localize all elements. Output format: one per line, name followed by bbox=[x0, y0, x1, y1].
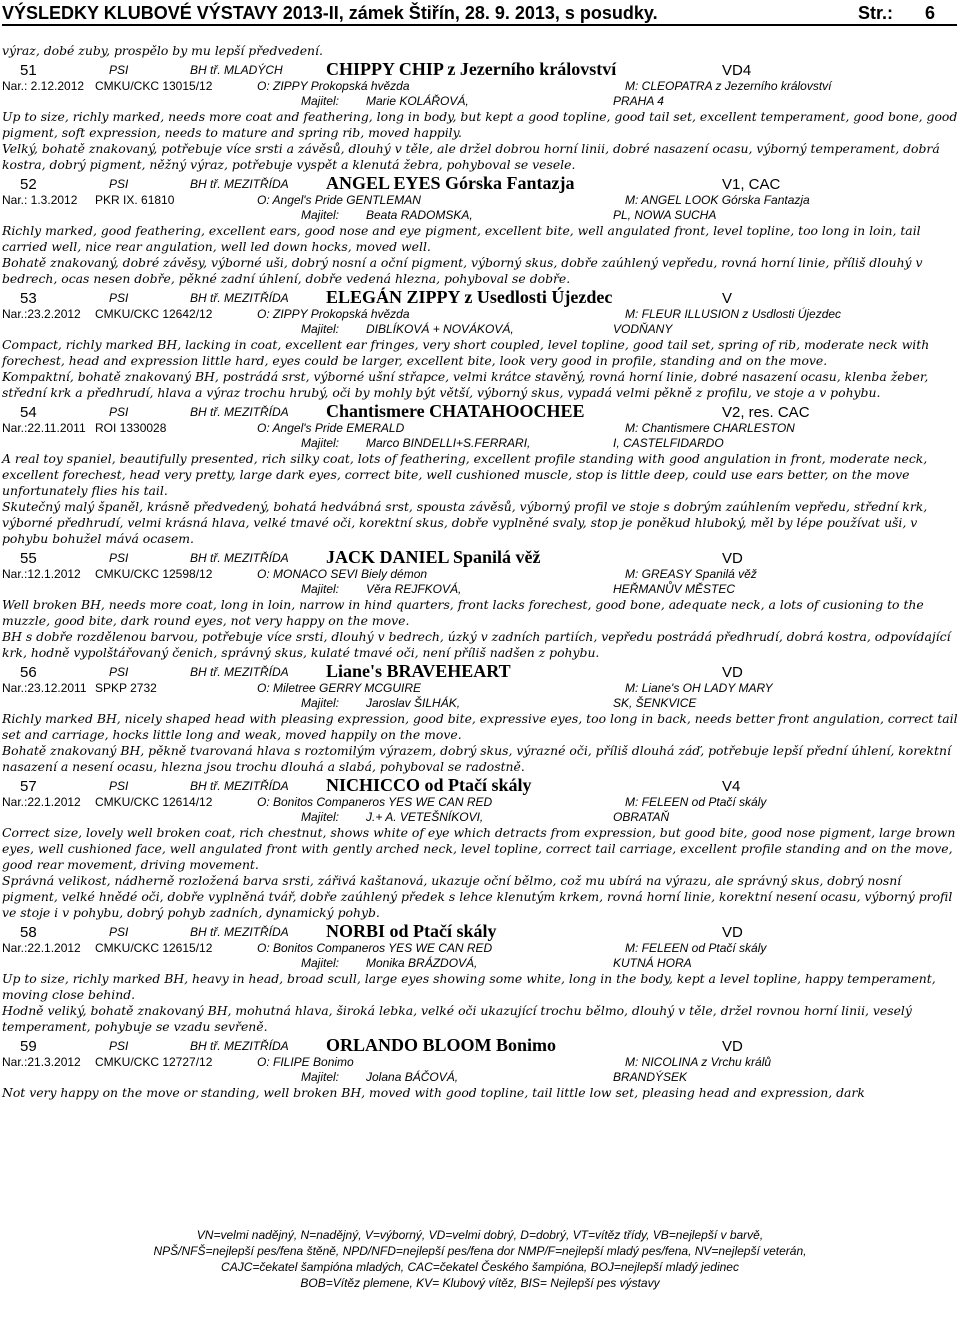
entry-header bbox=[2, 401, 958, 421]
owner-place: VODŇANY bbox=[613, 322, 673, 336]
sire: O: Miletree GERRY MCGUIRE bbox=[257, 681, 422, 695]
entry-header bbox=[2, 173, 958, 193]
entry-number: 55 bbox=[20, 550, 37, 567]
dog-name: Chantismere CHATAHOOCHEE bbox=[326, 401, 585, 421]
birth-date: Nar.:23.12.2011 bbox=[2, 681, 87, 695]
owner-name: Beata RADOMSKA, bbox=[366, 208, 473, 222]
legend-line: VN=velmi nadějný, N=nadějný, V=výborný, VD=velmi dobrý, D=dobrý, VT=vítěz třídy, VB=nejlepší v barvě, bbox=[196, 1228, 764, 1242]
page-label: Str.: bbox=[858, 3, 894, 23]
dam: M: FELEEN od Ptačí skály bbox=[625, 941, 767, 955]
critique-english: Richly marked, good feathering, excellent ears, good nose and eye pigment, excellent bite, well angulated front, level topline, too long in loin, tail carried well, nice rear angulation, well led down hocks, moved well. bbox=[2, 223, 921, 254]
owner-label: Majitel: bbox=[301, 956, 340, 970]
owner-label: Majitel: bbox=[301, 696, 340, 710]
entry-header bbox=[2, 775, 958, 795]
pedigree-row bbox=[2, 1055, 958, 1070]
critique-english: Not very happy on the move or standing, well broken BH, moved with good topline, tail little low set, pleasing head and expression, dark bbox=[2, 1085, 865, 1100]
dog-name: JACK DANIEL Spanilá věž bbox=[326, 547, 541, 567]
catalog-entry bbox=[2, 921, 958, 1035]
entry-class: BH tř. MEZITŘÍDA bbox=[190, 177, 289, 191]
owner-label: Majitel: bbox=[301, 94, 340, 108]
pedigree-row bbox=[2, 941, 958, 956]
dog-name: NICHICCO od Ptačí skály bbox=[326, 775, 532, 795]
sire: O: ZIPPY Prokopská hvězda bbox=[257, 307, 410, 321]
entry-rating: VD bbox=[722, 1038, 743, 1055]
entry-rating: V4 bbox=[722, 778, 741, 795]
owner-name: Marco BINDELLI+S.FERRARI, bbox=[366, 436, 531, 450]
birth-date: Nar.: 2.12.2012 bbox=[2, 79, 85, 93]
critique-english: Well broken BH, needs more coat, long in loin, narrow in hind quarters, front lacks forechest, good bone, adequate neck, a lots of cusioning to the muzzle, good bite, dark round eyes, not very happy on the move. bbox=[2, 597, 924, 628]
entry-class: BH tř. MEZITŘÍDA bbox=[190, 551, 289, 565]
owner-place: I, CASTELFIDARDO bbox=[613, 436, 724, 450]
sire: O: FILIPE Bonimo bbox=[257, 1055, 354, 1069]
pedigree-row bbox=[2, 567, 958, 582]
dog-name: NORBI od Ptačí skály bbox=[326, 921, 497, 941]
entry-rating: V bbox=[722, 290, 733, 307]
entry-number: 56 bbox=[20, 664, 37, 681]
entry-rating: VD4 bbox=[722, 62, 752, 79]
registration-number: ROI 1330028 bbox=[95, 421, 167, 435]
sire: O: Angel's Pride GENTLEMAN bbox=[257, 193, 421, 207]
owner-label: Majitel: bbox=[301, 1070, 340, 1084]
owner-row bbox=[2, 582, 958, 597]
birth-date: Nar.:22.1.2012 bbox=[2, 941, 81, 955]
entry-rating: VD bbox=[722, 924, 743, 941]
owner-name: Monika BRÁZDOVÁ, bbox=[366, 956, 478, 970]
critique-czech: Správná velikost, nádherně rozložená barva srsti, zářivá kaštanová, ukazuje oční bělmo, což mu ubírá na výrazu, ale správný skus, dobrý nosní pigment, velké hnědé oči, dobře vyplněná tvář, dobře zaúhlený předek s lehce klenutým krkem, rovná horní linie, korektní nesení ocasu, výborný profil ve stoje i v pohybu, dobrý pohyb zadních, dynamický pohyb. bbox=[2, 873, 953, 920]
owner-place: PRAHA 4 bbox=[613, 94, 664, 108]
entry-number: 51 bbox=[20, 62, 37, 79]
entry-rating: V1, CAC bbox=[722, 176, 781, 193]
entry-number: 54 bbox=[20, 404, 37, 421]
entry-sex: PSI bbox=[109, 779, 129, 793]
birth-date: Nar.:22.1.2012 bbox=[2, 795, 81, 809]
entry-class: BH tř. MLADÝCH bbox=[190, 63, 283, 77]
entry-sex: PSI bbox=[109, 63, 129, 77]
entry-header bbox=[2, 661, 958, 681]
entry-number: 59 bbox=[20, 1038, 37, 1055]
entry-number: 53 bbox=[20, 290, 37, 307]
registration-number: CMKU/CKC 12614/12 bbox=[95, 795, 213, 809]
owner-name: Věra REJFKOVÁ, bbox=[366, 582, 462, 596]
entry-sex: PSI bbox=[109, 291, 129, 305]
entry-class: BH tř. MEZITŘÍDA bbox=[190, 779, 289, 793]
owner-place: OBRATAŇ bbox=[613, 810, 670, 824]
sire: O: Angel's Pride EMERALD bbox=[257, 421, 405, 435]
owner-label: Majitel: bbox=[301, 436, 340, 450]
entry-class: BH tř. MEZITŘÍDA bbox=[190, 665, 289, 679]
pedigree-row bbox=[2, 421, 958, 436]
owner-label: Majitel: bbox=[301, 322, 340, 336]
critique-english: Up to size, richly marked, needs more coat and feathering, long in body, but kept a good topline, good tail set, excellent temperament, good bone, good pigment, soft expression, needs to mature and spring rib, moved happily. bbox=[2, 109, 958, 140]
dam: M: ANGEL LOOK Górska Fantazja bbox=[625, 193, 810, 207]
sire: O: ZIPPY Prokopská hvězda bbox=[257, 79, 410, 93]
entry-rating: V2, res. CAC bbox=[722, 404, 810, 421]
entry-header bbox=[2, 921, 958, 941]
sire: O: Bonitos Companeros YES WE CAN RED bbox=[257, 795, 493, 809]
entry-rating: VD bbox=[722, 550, 743, 567]
owner-name: DIBLÍKOVÁ + NOVÁKOVÁ, bbox=[366, 322, 514, 336]
entry-class: BH tř. MEZITŘÍDA bbox=[190, 925, 289, 939]
critique-czech: Hodně veliký, bohatě znakovaný BH, mohutná hlava, široká lebka, velké oči ukazující trochu bělmo, dlouhý v těle, držel rovnou horní linii, veselý temperament, pohybuje se vzadu sevřeně. bbox=[2, 1003, 912, 1034]
owner-name: Jaroslav ŠILHÁK, bbox=[366, 696, 461, 710]
catalog-entry bbox=[2, 661, 958, 775]
registration-number: CMKU/CKC 12642/12 bbox=[95, 307, 213, 321]
pedigree-row bbox=[2, 307, 958, 322]
entry-rating: VD bbox=[722, 664, 743, 681]
owner-label: Majitel: bbox=[301, 208, 340, 222]
document-title: VÝSLEDKY KLUBOVÉ VÝSTAVY 2013-II, zámek Štiřín, 28. 9. 2013, s posudky. bbox=[2, 3, 658, 23]
entry-sex: PSI bbox=[109, 177, 129, 191]
birth-date: Nar.:22.11.2011 bbox=[2, 421, 86, 435]
registration-number: SPKP 2732 bbox=[95, 681, 157, 695]
owner-row bbox=[2, 696, 958, 711]
birth-date: Nar.:21.3.2012 bbox=[2, 1055, 81, 1069]
critique-czech: Bohatě znakovaný BH, pěkně tvarovaná hlava s roztomilým výrazem, dobrý skus, výrazné oči, příliš dlouhá záď, potřebuje lepší přední úhlení, korektní nasazení a nesení ocasu, hlezna jsou trochu dlouhá a slabá, pohyboval se radostně. bbox=[2, 743, 951, 774]
owner-name: Marie KOLÁŘOVÁ, bbox=[366, 94, 469, 108]
owner-row bbox=[2, 94, 958, 109]
entry-header bbox=[2, 287, 958, 307]
catalog-entry bbox=[2, 59, 958, 173]
catalog-entry bbox=[2, 1035, 958, 1101]
entry-class: BH tř. MEZITŘÍDA bbox=[190, 405, 289, 419]
owner-place: PL, NOWA SUCHA bbox=[613, 208, 717, 222]
catalog-entry bbox=[2, 401, 958, 547]
critique-english: Richly marked BH, nicely shaped head with pleasing expression, good bite, expressive eyes, too long in back, needs better front angulation, correct tail set and carriage, hocks little long and weak, moved happily on the move. bbox=[2, 711, 958, 742]
critique-english: Correct size, lovely well broken coat, rich chestnut, shows white of eye which detracts from expression, but good bite, good nose pigment, large brown eyes, well cushioned face, well angulated front with gently arched neck, level topline, correct tail carriage, excellent profile standing and on the move, good rear movement, driving movement. bbox=[2, 825, 956, 872]
registration-number: CMKU/CKC 13015/12 bbox=[95, 79, 213, 93]
document-body bbox=[2, 43, 958, 1101]
owner-row bbox=[2, 1070, 958, 1085]
dog-name: CHIPPY CHIP z Jezerního království bbox=[326, 59, 617, 79]
registration-number: CMKU/CKC 12727/12 bbox=[95, 1055, 213, 1069]
page-number: 6 bbox=[925, 3, 936, 23]
owner-place: SK, ŠENKVICE bbox=[613, 696, 697, 710]
entry-header bbox=[2, 1035, 958, 1055]
dam: M: Liane's OH LADY MARY bbox=[625, 681, 773, 695]
owner-name: J.+ A. VETEŠNÍKOVI, bbox=[366, 810, 484, 824]
entry-number: 58 bbox=[20, 924, 37, 941]
entry-sex: PSI bbox=[109, 405, 129, 419]
critique-english: Up to size, richly marked BH, heavy in head, broad scull, large eyes showing some white, long in the body, kept a level topline, happy temperament, moving close behind. bbox=[2, 971, 936, 1002]
dam: M: FLEUR ILLUSION z Usdlosti Újezdec bbox=[625, 307, 842, 321]
pedigree-row bbox=[2, 681, 958, 696]
legend-line: BOB=Vítěz plemene, KV= Klubový vítěz, BIS= Nejlepší pes výstavy bbox=[300, 1276, 660, 1290]
dog-name: Liane's BRAVEHEART bbox=[326, 661, 511, 681]
dam: M: CLEOPATRA z Jezerního království bbox=[625, 79, 832, 93]
catalog-entry bbox=[2, 287, 958, 401]
owner-place: KUTNÁ HORA bbox=[613, 956, 692, 970]
legend-line: NPŠ/NFŠ=nejlepší pes/fena štěně, NPD/NFD=nejlepší pes/fena dor NMP/F=nejlepší mladý pes/fena, NV=nejlepší veterán, bbox=[153, 1244, 807, 1258]
owner-row bbox=[2, 436, 958, 451]
entry-number: 57 bbox=[20, 778, 37, 795]
dam: M: FELEEN od Ptačí skály bbox=[625, 795, 767, 809]
catalog-entry bbox=[2, 547, 958, 661]
page-header bbox=[2, 0, 957, 26]
registration-number: CMKU/CKC 12598/12 bbox=[95, 567, 213, 581]
critique-czech: Velký, bohatě znakovaný, potřebuje více srsti a závěsů, dlouhý v těle, ale držel dobrou horní linii, dobré nasazení ocasu, výborný temperament, dobrá kostra, dobrý pigment, něžný výraz, potřebuje vyspět a klenutá žebra, pohyboval se vesele. bbox=[2, 141, 940, 172]
birth-date: Nar.: 1.3.2012 bbox=[2, 193, 78, 207]
pedigree-row bbox=[2, 795, 958, 810]
owner-row bbox=[2, 956, 958, 971]
critique-czech: Skutečný malý španěl, krásně předvedený, bohatá hedvábná srst, spousta závěsů, výborný profil ve stoje s dobrým zaúhlením vepředu, střední krk, výborné předhrudí, velmi krásná hlava, velké tmavé oči, korektní skus, dobře vyplněné svaly, stop je poněkud hluboký, měl by lépe používat uši, v pohybu bohužel mává ocasem. bbox=[2, 499, 928, 546]
entry-header bbox=[2, 547, 958, 567]
legend-line: CAJC=čekatel šampióna mladých, CAC=čekatel Českého šampióna, BOJ=nejlepší mladý jedinec bbox=[221, 1260, 739, 1274]
dog-name: ELEGÁN ZIPPY z Usedlosti Újezdec bbox=[326, 287, 613, 307]
dam: M: Chantismere CHARLESTON bbox=[625, 421, 795, 435]
dam: M: NICOLINA z Vrchu králů bbox=[625, 1055, 772, 1069]
owner-label: Majitel: bbox=[301, 810, 340, 824]
registration-number: PKR IX. 61810 bbox=[95, 193, 175, 207]
entry-sex: PSI bbox=[109, 925, 129, 939]
entry-class: BH tř. MEZITŘÍDA bbox=[190, 1039, 289, 1053]
entry-class: BH tř. MEZITŘÍDA bbox=[190, 291, 289, 305]
registration-number: CMKU/CKC 12615/12 bbox=[95, 941, 213, 955]
sire: O: MONACO SEVI Biely démon bbox=[257, 567, 428, 581]
owner-row bbox=[2, 322, 958, 337]
pedigree-row bbox=[2, 193, 958, 208]
dog-name: ANGEL EYES Górska Fantazja bbox=[326, 173, 575, 193]
critique-czech: BH s dobře rozdělenou barvou, potřebuje více srsti, dlouhý v bedrech, úzký v zadních partiích, vepředu postrádá předhrudí, dobrá kostra, odpovídající krk, hodně vypolštářovaný čenich, správný skus, kulaté tmavé oči, není příliš nadšen z pohybu. bbox=[2, 629, 951, 660]
birth-date: Nar.:23.2.2012 bbox=[2, 307, 81, 321]
intro-text: výraz, dobé zuby, prospělo by mu lepší předvedení. bbox=[2, 43, 323, 58]
owner-row bbox=[2, 810, 958, 825]
legend bbox=[0, 1227, 960, 1291]
catalog-entry bbox=[2, 775, 958, 921]
owner-name: Jolana BÁČOVÁ, bbox=[366, 1070, 459, 1084]
entry-sex: PSI bbox=[109, 1039, 129, 1053]
sire: O: Bonitos Companeros YES WE CAN RED bbox=[257, 941, 493, 955]
birth-date: Nar.:12.1.2012 bbox=[2, 567, 81, 581]
owner-row bbox=[2, 208, 958, 223]
dam: M: GREASY Spanilá věž bbox=[625, 567, 757, 581]
entry-number: 52 bbox=[20, 176, 37, 193]
catalog-entry bbox=[2, 173, 958, 287]
critique-czech: Kompaktní, bohatě znakovaný BH, postrádá srst, výborné ušní střapce, velmi krátce stavěný, rovná horní linie, dobré nasazení ocasu, klenba žeber, střední krk a předhrudí, hlava a výraz trochu hrubý, oči by mohly být větší, výborný skus, vypadá velmi pěkně z profilu, ve stoje a v pohybu. bbox=[2, 369, 929, 400]
owner-label: Majitel: bbox=[301, 582, 340, 596]
entry-sex: PSI bbox=[109, 665, 129, 679]
entry-header bbox=[2, 59, 958, 79]
critique-english: Compact, richly marked BH, lacking in coat, excellent ear fringes, very short coupled, level topline, good tail set, spring of rib, moderate neck with forechest, head and expression little hard, eyes could be larger, excellent bite, look very good in profile, standing and on the move. bbox=[2, 337, 930, 368]
pedigree-row bbox=[2, 79, 958, 94]
owner-place: HEŘMANŮV MĚSTEC bbox=[613, 582, 736, 596]
entry-sex: PSI bbox=[109, 551, 129, 565]
critique-czech: Bohatě znakovaný, dobré závěsy, výborné uši, dobrý nosní a oční pigment, výborný skus, dobře zaúhlený vepředu, rovná horní linie, příliš dlouhý v bedrech, ocas nesen dobře, pěkné zadní úhlení, dobře vedená hlezna, pohyboval se dobře. bbox=[2, 255, 923, 286]
critique-english: A real toy spaniel, beautifully presented, rich silky coat, lots of feathering, excellent profile standing with good angulation in front, moderate neck, excellent forechest, head very pretty, large dark eyes, correct bite, well cushioned muscle, stop is little deep, could use ears better, on the move unfortunately flies his tail. bbox=[2, 451, 928, 498]
dog-name: ORLANDO BLOOM Bonimo bbox=[326, 1035, 557, 1055]
owner-place: BRANDÝSEK bbox=[613, 1070, 688, 1084]
